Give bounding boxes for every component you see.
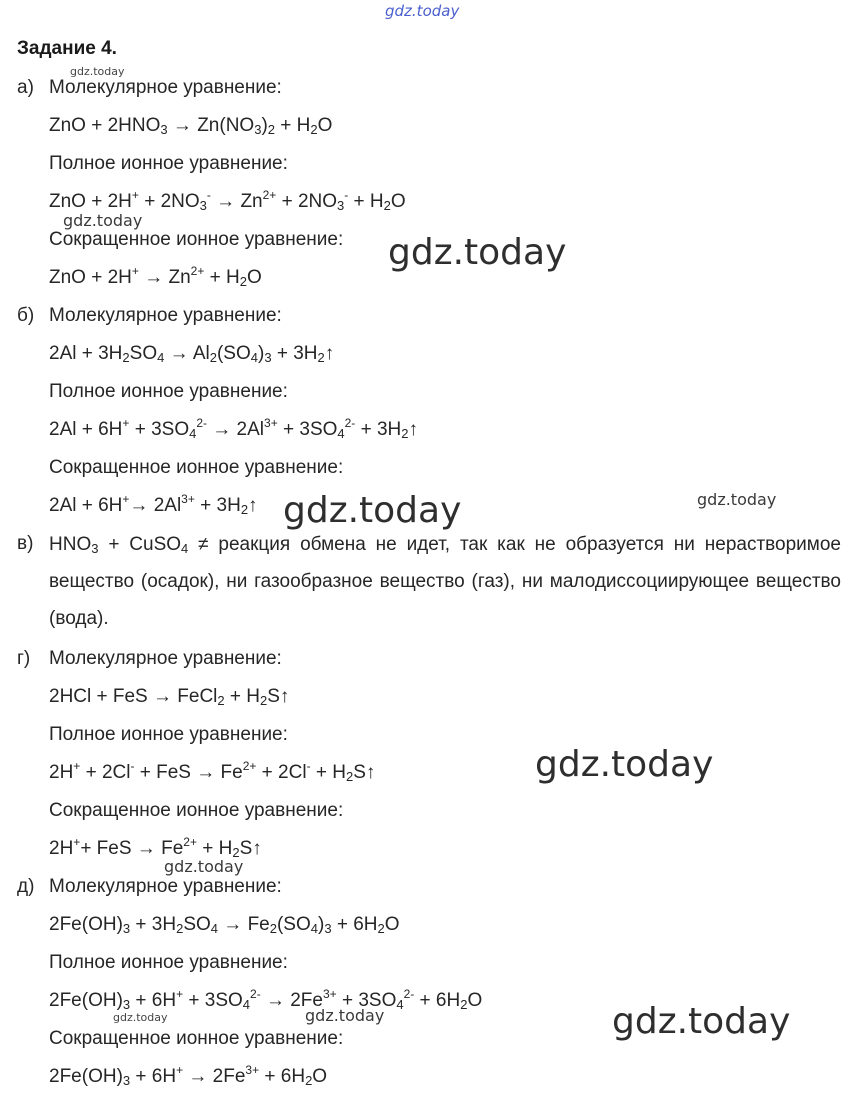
watermark: gdz.today bbox=[305, 1006, 385, 1025]
equation-molecular-g: 2HCl + FeS → FeCl$_2$ + $H_2S↑$ bbox=[49, 686, 290, 708]
header-reduced-ionic-a: Сокращенное ионное уравнение: bbox=[49, 229, 344, 250]
equation-full-ionic-b: $2Al + 6H^+ + 3SO_4^{2-} \to 2Al^{3+} + 3SO_4^{2-}$ + $3H_2↑$ bbox=[49, 416, 418, 441]
watermark-large: gdz.today bbox=[388, 232, 567, 273]
equation-molecular-d: $2Fe(OH)_3 + 3H_2SO_4 \to Fe_2(SO_4)_3 + 6H_2O$ bbox=[49, 914, 400, 936]
header-molecular-b: Молекулярное уравнение: bbox=[49, 305, 282, 326]
item-label-d: д) bbox=[17, 876, 35, 897]
paragraph-v: $HNO_3$ + CuSO$_4$ ≠ реакция обмена не идет, так как не образуется ни нерастворимое вещество (осадок), ни газообразное вещество (газ), ни малодиссоциирующее вещество (вода). bbox=[49, 534, 841, 629]
watermark: gdz.today bbox=[70, 65, 125, 78]
header-molecular-d: Молекулярное уравнение: bbox=[49, 876, 282, 897]
equation-full-ionic-g: 2H+ + 2Cl- + FeS → $Fe^{2+} + 2Cl^-$ + $H_2S↑$ bbox=[49, 759, 376, 784]
item-label-v: в) bbox=[17, 533, 34, 554]
watermark-top: gdz.today bbox=[385, 2, 460, 20]
task-title: Задание 4. bbox=[17, 38, 117, 59]
equation-molecular-a: ZnO + $2HNO_3 \to Zn(NO_3)_2 + H_2O$ bbox=[49, 115, 333, 137]
header-molecular-a: Молекулярное уравнение: bbox=[49, 77, 282, 98]
equation-reduced-ionic-b: $2Al + 6H^+\to 2Al^{3+}$ + $3H_2↑$ bbox=[49, 492, 258, 517]
header-full-ionic-g: Полное ионное уравнение: bbox=[49, 724, 288, 745]
item-label-b: б) bbox=[17, 305, 35, 326]
header-full-ionic-b: Полное ионное уравнение: bbox=[49, 381, 288, 402]
header-reduced-ionic-d: Сокращенное ионное уравнение: bbox=[49, 1028, 344, 1049]
header-full-ionic-d: Полное ионное уравнение: bbox=[49, 952, 288, 973]
watermark-large: gdz.today bbox=[612, 1001, 791, 1042]
watermark: gdz.today bbox=[164, 857, 244, 876]
equation-reduced-ionic-g: 2H++ FeS → $Fe^{2+}$ + $H_2S↑$ bbox=[49, 835, 262, 860]
equation-reduced-ionic-d: $2Fe(OH)_3 + 6H^+ \to 2Fe^{3+} + 6H_2O$ bbox=[49, 1063, 328, 1088]
equation-molecular-b: $2Al + 3H_2SO_4 \to Al_2(SO_4)_3$ + $3H_2↑$ bbox=[49, 343, 335, 365]
equation-full-ionic-d: $2Fe(OH)_3 + 6H^+ + 3SO_4^{2-} \to 2Fe^{3+} + 3SO_4^{2-} + 6H_2O$ bbox=[49, 987, 483, 1012]
header-reduced-ionic-b: Сокращенное ионное уравнение: bbox=[49, 457, 344, 478]
item-label-a: а) bbox=[17, 77, 34, 98]
item-label-g: г) bbox=[17, 648, 31, 669]
watermark: gdz.today bbox=[113, 1011, 168, 1024]
header-molecular-g: Молекулярное уравнение: bbox=[49, 648, 282, 669]
watermark-large: gdz.today bbox=[283, 490, 462, 531]
watermark-large: gdz.today bbox=[535, 744, 714, 785]
equation-reduced-ionic-a: ZnO + $2H^+ \to Zn^{2+} + H_2O$ bbox=[49, 264, 262, 289]
watermark: gdz.today bbox=[63, 211, 143, 230]
header-reduced-ionic-g: Сокращенное ионное уравнение: bbox=[49, 800, 344, 821]
equation-full-ionic-a: ZnO + $2H^+ + 2NO_3^- \to Zn^{2+} + 2NO_3^- + H_2O$ bbox=[49, 188, 406, 213]
header-full-ionic-a: Полное ионное уравнение: bbox=[49, 153, 288, 174]
watermark: gdz.today bbox=[697, 490, 777, 509]
